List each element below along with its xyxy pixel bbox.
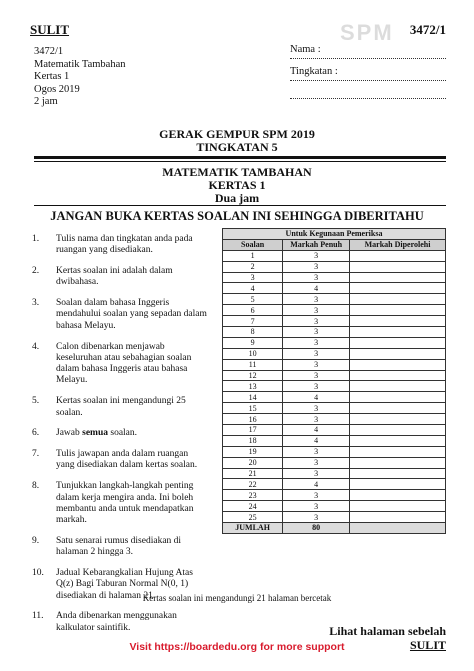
full-mark: 3 bbox=[283, 348, 350, 359]
form-line[interactable] bbox=[290, 80, 446, 81]
instruction-text: Kertas soalan ini mengandungi 25 soalan. bbox=[56, 396, 186, 418]
obtained-mark-cell[interactable] bbox=[350, 272, 446, 283]
full-mark: 3 bbox=[283, 381, 350, 392]
full-mark: 3 bbox=[283, 512, 350, 523]
meta-line: Ogos 2019 bbox=[34, 83, 80, 95]
exam-level: TINGKATAN 5 bbox=[196, 140, 278, 154]
obtained-mark-cell[interactable] bbox=[350, 305, 446, 316]
obtained-mark-cell[interactable] bbox=[350, 490, 446, 501]
question-number: 8 bbox=[223, 327, 283, 338]
full-mark: 3 bbox=[283, 457, 350, 468]
obtained-mark-cell[interactable] bbox=[350, 348, 446, 359]
exam-title-block bbox=[0, 128, 474, 154]
instruction-number: 4. bbox=[32, 341, 40, 352]
instruction-text: Calon dibenarkan menjawab keseluruhan atau sebahagian soalan dalam bahasa Inggeris atau bahasa Melayu. bbox=[56, 341, 192, 386]
instruction-emphasis: semua bbox=[82, 428, 108, 439]
meta-line: Matematik Tambahan bbox=[34, 58, 126, 70]
full-mark: 3 bbox=[283, 261, 350, 272]
question-number: 23 bbox=[223, 490, 283, 501]
table-caption: Untuk Kegunaan Pemeriksa bbox=[223, 229, 446, 240]
table-row bbox=[223, 348, 446, 359]
obtained-mark-cell[interactable] bbox=[350, 392, 446, 403]
question-number: 24 bbox=[223, 501, 283, 512]
instruction-item bbox=[32, 234, 208, 257]
header-markah-penuh: Markah Penuh bbox=[283, 239, 350, 250]
obtained-mark-cell[interactable] bbox=[350, 294, 446, 305]
question-number: 6 bbox=[223, 305, 283, 316]
table-row bbox=[223, 468, 446, 479]
table-row bbox=[223, 316, 446, 327]
instruction-number: 2. bbox=[32, 266, 40, 277]
instruction-text: Tunjukkan langkah-langkah penting dalam kerja mengira anda. Ini boleh membantu anda untuk mendapatkan markah. bbox=[56, 481, 194, 526]
instructions-list bbox=[32, 234, 208, 644]
obtained-mark-cell[interactable] bbox=[350, 446, 446, 457]
form-row[interactable] bbox=[290, 66, 446, 106]
full-mark: 3 bbox=[283, 250, 350, 261]
instruction-number: 7. bbox=[32, 449, 40, 460]
full-mark: 3 bbox=[283, 294, 350, 305]
table-row bbox=[223, 261, 446, 272]
sulit-label-bottom: SULIT bbox=[409, 638, 446, 652]
table-row bbox=[223, 337, 446, 348]
obtained-mark-cell[interactable] bbox=[350, 283, 446, 294]
table-row bbox=[223, 283, 446, 294]
obtained-mark-cell[interactable] bbox=[350, 501, 446, 512]
question-number: 15 bbox=[223, 403, 283, 414]
question-number: 20 bbox=[223, 457, 283, 468]
form-label: Tingkatan : bbox=[290, 66, 338, 77]
divider-thin bbox=[34, 161, 446, 162]
divider-thin-2 bbox=[34, 205, 446, 206]
obtained-mark-cell[interactable] bbox=[350, 435, 446, 446]
question-number: 3 bbox=[223, 272, 283, 283]
table-row bbox=[223, 501, 446, 512]
table-row bbox=[223, 359, 446, 370]
meta-line: 3472/1 bbox=[34, 46, 64, 57]
full-mark: 3 bbox=[283, 446, 350, 457]
table-row bbox=[223, 272, 446, 283]
instruction-number: 6. bbox=[32, 428, 40, 439]
question-number: 4 bbox=[223, 283, 283, 294]
table-row bbox=[223, 414, 446, 425]
form-line-2[interactable] bbox=[290, 98, 446, 99]
table-row bbox=[223, 512, 446, 523]
table-row bbox=[223, 392, 446, 403]
total-row bbox=[223, 523, 446, 534]
full-mark: 3 bbox=[283, 403, 350, 414]
instruction-number: 1. bbox=[32, 234, 40, 244]
divider-thick bbox=[34, 156, 446, 159]
table-row bbox=[223, 294, 446, 305]
next-page-label: Lihat halaman sebelah bbox=[329, 624, 446, 638]
table-row bbox=[223, 435, 446, 446]
full-mark: 4 bbox=[283, 392, 350, 403]
support-link[interactable]: Visit https://boardedu.org for more support bbox=[129, 641, 345, 653]
instruction-item bbox=[32, 266, 208, 289]
instruction-text: Anda dibenarkan menggunakan kalkulator saintifik. bbox=[56, 611, 177, 633]
instruction-text: Tulis nama dan tingkatan anda pada ruangan yang disediakan. bbox=[56, 234, 193, 256]
question-number: 13 bbox=[223, 381, 283, 392]
instruction-text: soalan. bbox=[108, 428, 138, 439]
page-count-note: Kertas soalan ini mengandungi 21 halaman bercetak bbox=[142, 593, 332, 603]
question-number: 9 bbox=[223, 337, 283, 348]
obtained-mark-cell[interactable] bbox=[350, 316, 446, 327]
question-number: 2 bbox=[223, 261, 283, 272]
full-mark: 3 bbox=[283, 272, 350, 283]
instruction-item bbox=[32, 449, 208, 472]
instruction-text: Satu senarai rumus disediakan di halaman 2 hingga 3. bbox=[56, 535, 182, 558]
duration: Dua jam bbox=[214, 191, 260, 205]
full-mark: 3 bbox=[283, 501, 350, 512]
paper-number: KERTAS 1 bbox=[208, 178, 266, 192]
instruction-number: 5. bbox=[32, 396, 40, 407]
header-soalan: Soalan bbox=[223, 239, 283, 250]
obtained-mark-cell[interactable] bbox=[350, 479, 446, 490]
question-number: 19 bbox=[223, 446, 283, 457]
table-row bbox=[223, 305, 446, 316]
total-value: 80 bbox=[283, 523, 350, 534]
instruction-text: Tulis jawapan anda dalam ruangan yang disediakan dalam kertas soalan. bbox=[56, 449, 198, 471]
full-mark: 3 bbox=[283, 370, 350, 381]
subject-title-block bbox=[0, 166, 474, 205]
full-mark: 4 bbox=[283, 425, 350, 436]
table-row bbox=[223, 327, 446, 338]
instruction-number: 8. bbox=[32, 481, 40, 492]
table-row bbox=[223, 446, 446, 457]
obtained-mark-cell[interactable] bbox=[350, 403, 446, 414]
instruction-text: Jadual Kebarangkalian Hujung Atas Q(z) Bagi Taburan Normal N(0, 1) disediakan di halaman 21. bbox=[56, 568, 193, 601]
obtained-mark-cell[interactable] bbox=[350, 327, 446, 338]
total-obtained-cell[interactable] bbox=[350, 523, 446, 534]
question-number: 11 bbox=[223, 359, 283, 370]
table-row bbox=[223, 370, 446, 381]
instruction-item bbox=[32, 481, 208, 526]
instruction-item bbox=[32, 396, 208, 419]
full-mark: 3 bbox=[283, 490, 350, 501]
obtained-mark-cell[interactable] bbox=[350, 457, 446, 468]
full-mark: 3 bbox=[283, 305, 350, 316]
exam-title: GERAK GEMPUR SPM 2019 bbox=[159, 127, 315, 141]
table-row bbox=[223, 457, 446, 468]
instruction-number: 3. bbox=[32, 298, 40, 309]
obtained-mark-cell[interactable] bbox=[350, 512, 446, 523]
obtained-mark-cell[interactable] bbox=[350, 381, 446, 392]
full-mark: 3 bbox=[283, 327, 350, 338]
paper-meta bbox=[34, 46, 126, 109]
instruction-item bbox=[32, 342, 208, 387]
question-number: 5 bbox=[223, 294, 283, 305]
instruction-text: Jawab bbox=[56, 428, 83, 439]
instruction-number: 11. bbox=[32, 611, 44, 622]
name-line[interactable] bbox=[290, 58, 446, 59]
obtained-mark-cell[interactable] bbox=[350, 425, 446, 436]
full-mark: 3 bbox=[283, 414, 350, 425]
table-row bbox=[223, 250, 446, 261]
question-number: 7 bbox=[223, 316, 283, 327]
table-row bbox=[223, 479, 446, 490]
total-label: JUMLAH bbox=[223, 523, 283, 534]
question-number: 10 bbox=[223, 348, 283, 359]
instruction-item bbox=[32, 611, 208, 634]
obtained-mark-cell[interactable] bbox=[350, 414, 446, 425]
instruction-text: Kertas soalan ini adalah dalam dwibahasa. bbox=[56, 266, 173, 288]
instruction-item bbox=[32, 298, 208, 332]
question-number: 25 bbox=[223, 512, 283, 523]
obtained-mark-cell[interactable] bbox=[350, 250, 446, 261]
obtained-mark-cell[interactable] bbox=[350, 370, 446, 381]
full-mark: 3 bbox=[283, 316, 350, 327]
instruction-item bbox=[32, 428, 208, 439]
table-row bbox=[223, 381, 446, 392]
obtained-mark-cell[interactable] bbox=[350, 337, 446, 348]
table-row bbox=[223, 490, 446, 501]
question-number: 14 bbox=[223, 392, 283, 403]
student-form bbox=[290, 44, 446, 106]
name-row[interactable] bbox=[290, 44, 446, 66]
question-number: 21 bbox=[223, 468, 283, 479]
instruction-number: 9. bbox=[32, 535, 40, 546]
header-markah-diperolehi: Markah Diperolehi bbox=[350, 239, 446, 250]
question-number: 17 bbox=[223, 425, 283, 436]
obtained-mark-cell[interactable] bbox=[350, 261, 446, 272]
examiner-table bbox=[222, 228, 446, 534]
paper-code-top: 3472/1 bbox=[409, 22, 446, 37]
obtained-mark-cell[interactable] bbox=[350, 468, 446, 479]
meta-line: 2 jam bbox=[34, 96, 58, 107]
table-row bbox=[223, 425, 446, 436]
instruction-text: Soalan dalam bahasa Inggeris mendahului soalan yang sepadan dalam bahasa Melayu. bbox=[56, 298, 207, 331]
question-number: 1 bbox=[223, 250, 283, 261]
subject-title: MATEMATIK TAMBAHAN bbox=[162, 165, 312, 179]
full-mark: 4 bbox=[283, 479, 350, 490]
question-number: 22 bbox=[223, 479, 283, 490]
full-mark: 4 bbox=[283, 435, 350, 446]
question-number: 16 bbox=[223, 414, 283, 425]
full-mark: 3 bbox=[283, 337, 350, 348]
name-label: Nama : bbox=[290, 44, 321, 55]
obtained-mark-cell[interactable] bbox=[350, 359, 446, 370]
question-number: 12 bbox=[223, 370, 283, 381]
meta-line: Kertas 1 bbox=[34, 71, 70, 82]
warning-text: JANGAN BUKA KERTAS SOALAN INI SEHINGGA DIBERITAHU bbox=[50, 209, 424, 223]
table-row bbox=[223, 403, 446, 414]
full-mark: 4 bbox=[283, 283, 350, 294]
watermark-logo: SPM bbox=[340, 20, 394, 45]
sulit-label-top: SULIT bbox=[30, 22, 70, 37]
full-mark: 3 bbox=[283, 468, 350, 479]
instruction-item bbox=[32, 536, 208, 559]
instruction-number: 10. bbox=[32, 568, 44, 579]
question-number: 18 bbox=[223, 435, 283, 446]
full-mark: 3 bbox=[283, 359, 350, 370]
